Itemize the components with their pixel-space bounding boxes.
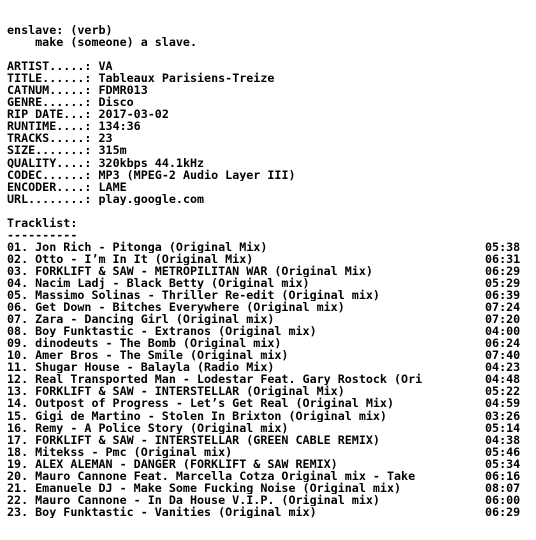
track-title: 08. Boy Funktastic - Extranos (Original mix)	[7, 325, 317, 338]
info-separator	[91, 72, 98, 84]
track-duration: 05:38	[485, 239, 521, 254]
info-row	[7, 132, 531, 144]
track-row	[7, 482, 531, 494]
track-row	[7, 446, 531, 458]
track-duration: 04:59	[485, 396, 521, 411]
info-row	[7, 120, 531, 132]
track-duration: 04:38	[485, 432, 521, 447]
track-row	[7, 265, 531, 277]
track-row	[7, 325, 531, 337]
track-duration: 06:39	[485, 288, 521, 303]
track-duration: 08:07	[485, 480, 521, 495]
track-title: 06. Get Down - Bitches Everywhere (Original mix)	[7, 301, 345, 314]
spacer	[7, 48, 531, 60]
info-key: ARTIST.....:	[7, 60, 92, 73]
track-row	[7, 506, 531, 518]
track-duration: 05:22	[485, 384, 521, 399]
track-row	[7, 301, 531, 313]
track-duration: 04:00	[485, 324, 521, 339]
info-row	[7, 144, 531, 156]
info-value: LAME	[98, 180, 127, 193]
info-separator	[91, 157, 98, 169]
track-row	[7, 385, 531, 397]
track-row	[7, 349, 531, 361]
track-duration: 05:14	[485, 420, 521, 435]
track-title: 12. Real Transported Man - Lodestar Feat. Gary Rostock (Ori	[7, 373, 423, 386]
info-value: Disco	[98, 96, 134, 109]
info-key: QUALITY....:	[7, 156, 92, 169]
info-key: GENRE......:	[7, 96, 92, 109]
track-title: 03. FORKLIFT & SAW - METROPILITAN WAR (Original Mix)	[7, 264, 373, 277]
nfo-text-document	[7, 24, 531, 518]
track-row	[7, 494, 531, 506]
track-row	[7, 434, 531, 446]
tracklist-underline: ----------	[7, 228, 78, 241]
track-duration: 07:24	[485, 300, 521, 315]
info-row	[7, 84, 531, 96]
track-duration: 04:23	[485, 360, 521, 375]
track-duration: 06:29	[485, 504, 521, 519]
info-value: MP3 (MPEG-2 Audio Layer III)	[98, 168, 296, 181]
track-row	[7, 277, 531, 289]
track-title: 01. Jon Rich - Pitonga (Original Mix)	[7, 240, 268, 253]
track-row	[7, 470, 531, 482]
info-separator	[91, 108, 98, 120]
info-key: TITLE......:	[7, 72, 92, 85]
info-separator	[91, 96, 98, 108]
track-title: 15. Gigi de Martino - Stolen In Brixton (Original mix)	[7, 409, 387, 422]
info-value: 134:36	[98, 120, 141, 133]
info-value: Tableaux Parisiens-Treize	[98, 72, 275, 85]
track-duration: 04:48	[485, 372, 521, 387]
info-separator	[91, 60, 98, 72]
info-key: RIP DATE...:	[7, 108, 92, 121]
info-value: FDMR013	[98, 84, 148, 97]
info-value: 320kbps 44.1kHz	[98, 156, 205, 169]
info-row	[7, 96, 531, 108]
track-title: 07. Zara - Dancing Girl (Original mix)	[7, 313, 275, 326]
track-title: 20. Mauro Cannone Feat. Marcella Cotza Original mix - Take	[7, 469, 416, 482]
track-duration: 06:00	[485, 492, 521, 507]
info-key: CODEC......:	[7, 168, 92, 181]
info-key: TRACKS.....:	[7, 132, 92, 145]
track-row	[7, 397, 531, 409]
info-key: ENCODER....:	[7, 180, 92, 193]
info-key: URL........:	[7, 192, 92, 205]
track-duration: 06:24	[485, 336, 521, 351]
info-separator	[91, 169, 98, 181]
info-separator	[91, 84, 98, 96]
info-row	[7, 60, 531, 72]
track-title: 18. Mitekss - Pmc (Original mix)	[7, 445, 233, 458]
track-title: 16. Remy - A Police Story (Original mix)	[7, 421, 289, 434]
info-row	[7, 169, 531, 181]
spacer	[7, 205, 531, 217]
track-duration: 07:20	[485, 312, 521, 327]
info-separator	[91, 120, 98, 132]
track-title: 09. dinodeuts - The Bomb (Original mix)	[7, 337, 282, 350]
track-duration: 06:29	[485, 263, 521, 278]
info-value: VA	[98, 60, 113, 73]
info-value: 2017-03-02	[98, 108, 169, 121]
tracklist	[7, 241, 531, 518]
info-row	[7, 72, 531, 84]
track-row	[7, 337, 531, 349]
info-key: CATNUM.....:	[7, 84, 92, 97]
track-title: 21. Emanuele DJ - Make Some Fucking Noise (Original mix)	[7, 481, 402, 494]
info-row	[7, 157, 531, 169]
track-title: 02. Otto - I’m In It (Original Mix)	[7, 252, 254, 265]
track-duration: 03:26	[485, 408, 521, 423]
track-title: 23. Boy Funktastic - Vanities (Original mix)	[7, 505, 317, 518]
track-duration: 06:31	[485, 251, 521, 266]
info-separator	[91, 132, 98, 144]
track-title: 11. Shugar House - Balayla (Radio Mix)	[7, 361, 275, 374]
track-row	[7, 361, 531, 373]
tracklist-heading: Tracklist:	[7, 216, 78, 229]
track-duration: 06:16	[485, 468, 521, 483]
track-title: 10. Amer Bros - The Smile (Original mix)	[7, 349, 289, 362]
info-separator	[91, 181, 98, 193]
info-separator	[91, 193, 98, 205]
track-row	[7, 422, 531, 434]
track-row	[7, 458, 531, 470]
track-row	[7, 253, 531, 265]
track-duration: 05:34	[485, 456, 521, 471]
track-title: 05. Massimo Solinas - Thriller Re-edit (Original mix)	[7, 289, 380, 302]
track-row	[7, 313, 531, 325]
info-value: 315m	[98, 144, 127, 157]
track-title: 04. Nacim Ladj - Black Betty (Original mix)	[7, 276, 310, 290]
track-title: 13. FORKLIFT & SAW - INTERSTELLAR (Original Mix)	[7, 385, 345, 398]
track-title: 17. FORKLIFT & SAW - INTERSTELLAR (GREEN CABLE REMIX)	[7, 433, 380, 446]
info-key: RUNTIME....:	[7, 120, 92, 133]
info-row	[7, 193, 531, 205]
definition-word-line: enslave: (verb)	[7, 24, 113, 37]
track-row	[7, 289, 531, 301]
info-separator	[91, 144, 98, 156]
info-value: play.google.com	[98, 192, 205, 205]
release-info-block	[7, 60, 531, 205]
track-title: 22. Mauro Cannone - In Da House V.I.P. (Original mix)	[7, 493, 380, 506]
track-title: 19. ALEX ALEMAN - DANGER (FORKLIFT & SAW REMIX)	[7, 457, 338, 470]
definition-meaning-line: make (someone) a slave.	[7, 36, 197, 49]
info-key: SIZE.......:	[7, 144, 92, 157]
track-duration: 07:40	[485, 348, 521, 363]
track-row	[7, 241, 531, 253]
track-duration: 05:46	[485, 444, 521, 459]
track-row	[7, 373, 531, 385]
info-value: 23	[98, 132, 113, 145]
track-duration: 05:29	[485, 275, 521, 290]
track-title: 14. Outpost of Progress - Let’s Get Real (Original Mix)	[7, 397, 395, 410]
track-row	[7, 410, 531, 422]
info-row	[7, 108, 531, 120]
info-row	[7, 181, 531, 193]
